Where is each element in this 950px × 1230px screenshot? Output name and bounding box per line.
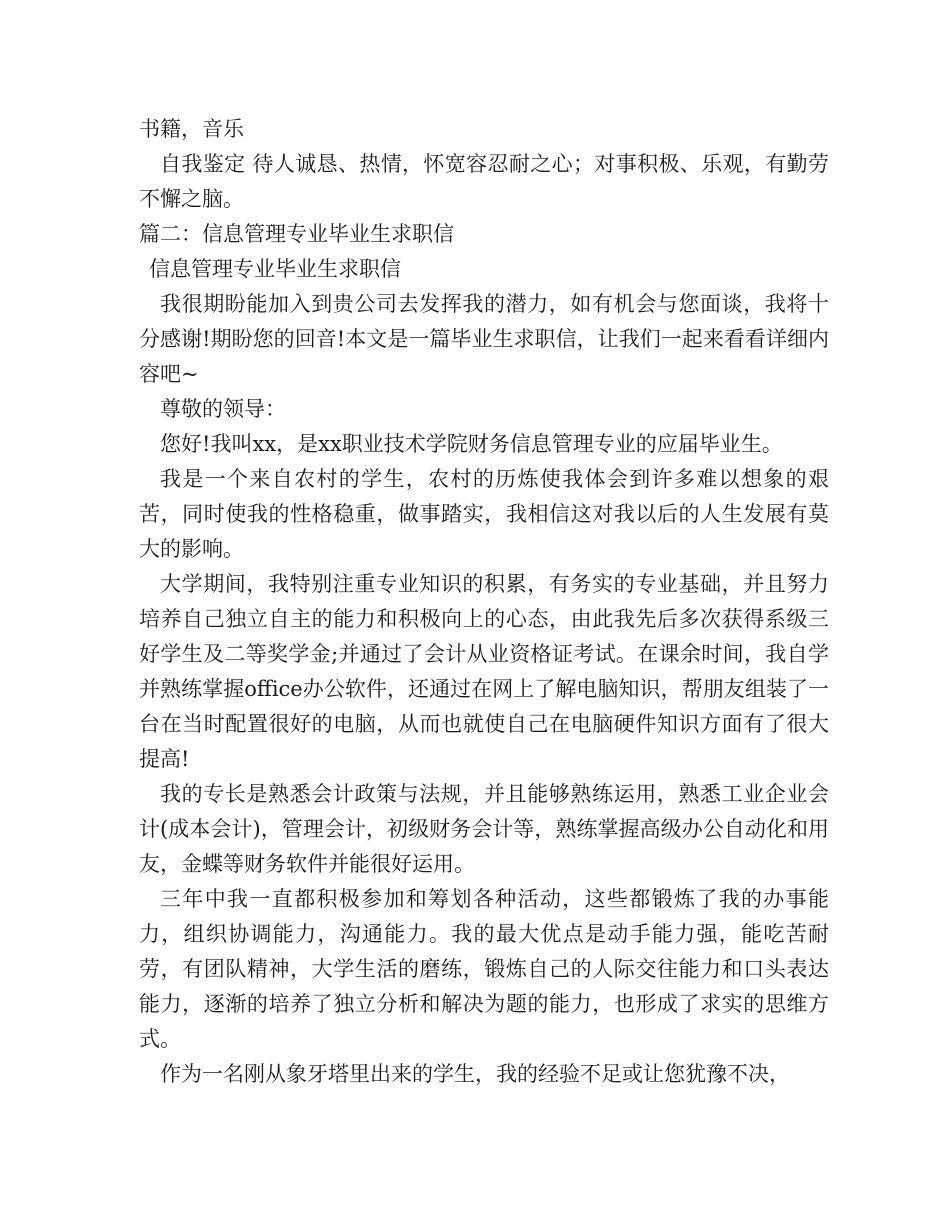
section-heading: 篇二：信息管理专业毕业生求职信 bbox=[139, 222, 454, 246]
paragraph-university: 大学期间，我特别注重专业知识的积累，有务实的专业基础，并且努力培养自己独立自主的能力和积极向上的心态，由此我先后多次获得系级三好学生及二等奖学金;并通过了会计从业资格证考试。在课余时间，我自学并熟练掌握office办公软件，还通过在网上了解电脑知识，帮朋友组装了一台在当时配置很好的电脑，从而也就使自己在电脑硬件知识方面有了很大提高! bbox=[139, 572, 829, 771]
paragraph-closing: 作为一名刚从象牙塔里出来的学生，我的经验不足或让您犹豫不决， bbox=[160, 1062, 790, 1086]
document-body bbox=[139, 112, 829, 1092]
paragraph-activities: 三年中我一直都积极参加和筹划各种活动，这些都锻炼了我的办事能力，组织协调能力，沟通能力。我的最大优点是动手能力强，能吃苦耐劳，有团队精神，大学生活的磨练，锻炼自己的人际交往能力和口头表达能力，逐渐的培养了独立分析和解决为题的能力，也形成了求实的思维方式。 bbox=[139, 887, 829, 1051]
paragraph-expertise: 我的专长是熟悉会计政策与法规，并且能够熟练运用，熟悉工业企业会计(成本会计)，管理会计，初级财务会计等，熟练掌握高级办公自动化和用友，金蝶等财务软件并能很好运用。 bbox=[139, 782, 829, 876]
paragraph-salutation: 尊敬的领导： bbox=[160, 397, 286, 421]
paragraph-hobbies: 书籍，音乐 bbox=[139, 117, 244, 141]
paragraph-greeting: 您好!我叫xx，是xx职业技术学院财务信息管理专业的应届毕业生。 bbox=[160, 432, 783, 456]
paragraph-intro: 我很期盼能加入到贵公司去发挥我的潜力，如有机会与您面谈，我将十分感谢!期盼您的回音!本文是一篇毕业生求职信，让我们一起来看看详细内容吧~ bbox=[139, 292, 829, 386]
letter-title: 信息管理专业毕业生求职信 bbox=[149, 257, 401, 281]
paragraph-background: 我是一个来自农村的学生，农村的历炼使我体会到许多难以想象的艰苦，同时使我的性格稳重，做事踏实，我相信这对我以后的人生发展有莫大的影响。 bbox=[139, 467, 829, 561]
paragraph-self-assessment: 自我鉴定 待人诚恳、热情，怀宽容忍耐之心；对事积极、乐观，有勤劳不懈之脑。 bbox=[139, 152, 829, 211]
